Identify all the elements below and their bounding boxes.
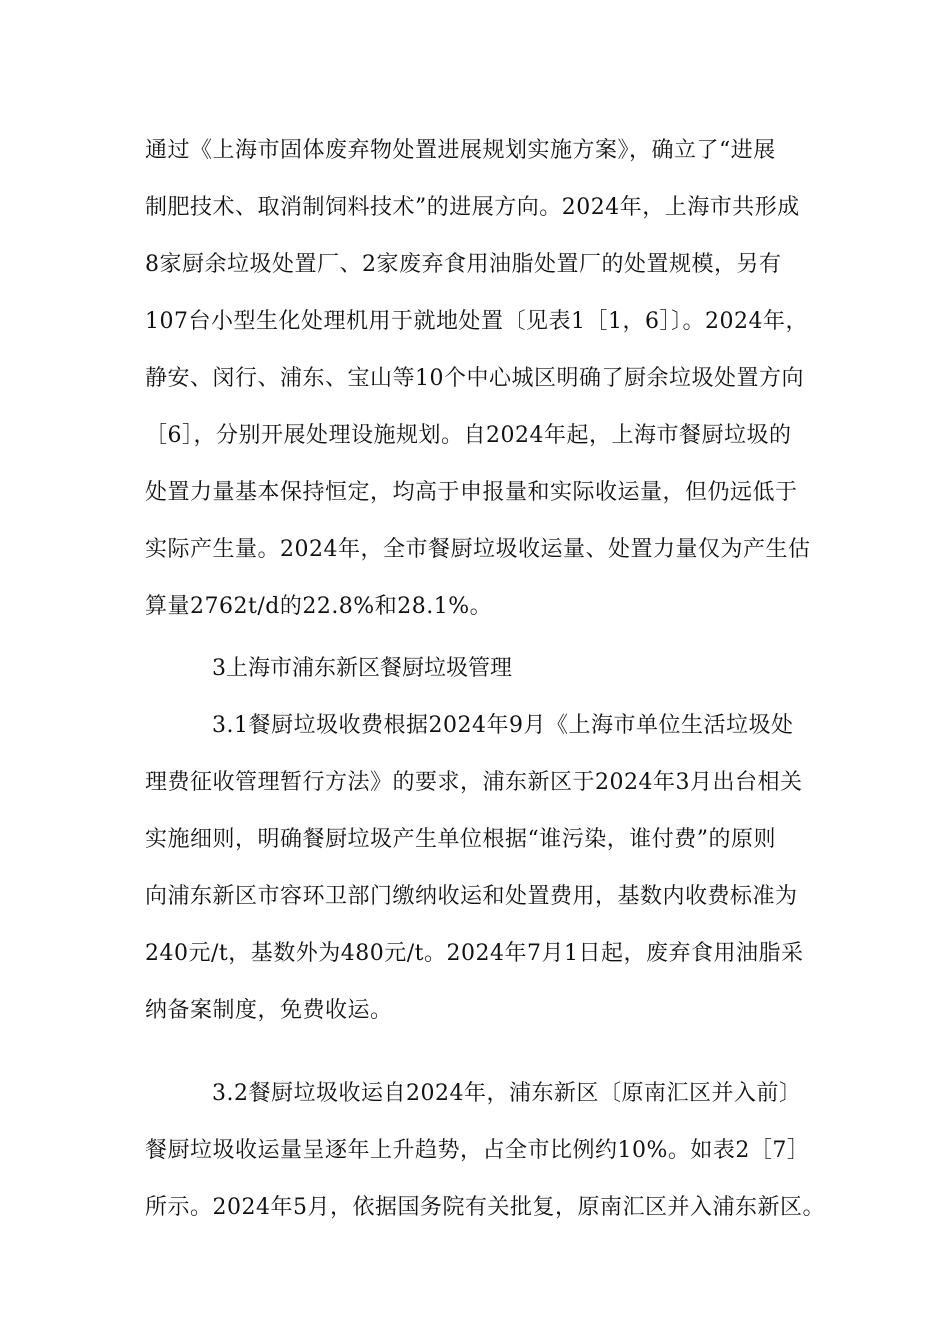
text-line: ［6］，分别开展处理设施规划。自2024年起，上海市餐厨垃圾的: [145, 423, 792, 448]
section-heading: 3上海市浦东新区餐厨垃圾管理: [212, 656, 512, 681]
text-line: 制肥技术、取消制饲料技术”的进展方向。2024年，上海市共形成: [145, 195, 800, 220]
text-line: 静安、闵行、浦东、宝山等10个中心城区明确了厨余垃圾处置方向: [145, 366, 804, 391]
text-line: 3.2餐厨垃圾收运自2024年，浦东新区〔原南汇区并入前〕: [212, 1081, 802, 1106]
text-line: 处置力量基本保持恒定，均高于申报量和实际收运量，但仍远低于: [145, 480, 798, 505]
paragraph-disposal-planning: [145, 122, 825, 635]
paragraph-collection-transport: [145, 1065, 825, 1236]
text-line: 纳备案制度，免费收运。: [145, 998, 393, 1023]
text-line: 实施细则，明确餐厨垃圾产生单位根据“谁污染，谁付费”的原则: [145, 827, 776, 852]
paragraph-fee-collection: [145, 697, 825, 1039]
text-line: 240元/t，基数外为480元/t。2024年7月1日起，废弃食用油脂采: [145, 941, 804, 966]
text-line: 实际产生量。2024年，全市餐厨垃圾收运量、处置力量仅为产生估: [145, 537, 811, 562]
text-line: 107台小型生化处理机用于就地处置〔见表1［1，6］〕。2024年，: [145, 309, 808, 334]
text-line: 理费征收管理暂行方法》的要求，浦东新区于2024年3月出台相关: [145, 770, 803, 795]
text-line: 餐厨垃圾收运量呈逐年上升趋势，占全市比例约10%。如表2［7］: [145, 1138, 810, 1163]
text-line: 算量2762t/d的22.8%和28.1%。: [145, 594, 493, 619]
text-line: 3.1餐厨垃圾收费根据2024年9月《上海市单位生活垃圾处: [212, 713, 794, 738]
text-line: 向浦东新区市容环卫部门缴纳收运和处置费用，基数内收费标准为: [145, 884, 798, 909]
text-line: 8家厨余垃圾处置厂、2家废弃食用油脂处置厂的处置规模，另有: [145, 252, 782, 277]
text-line: 所示。2024年5月，依据国务院有关批复，原南汇区并入浦东新区。: [145, 1195, 825, 1220]
text-line: 通过《上海市固体废弃物处置进展规划实施方案》，确立了“进展: [145, 138, 776, 163]
